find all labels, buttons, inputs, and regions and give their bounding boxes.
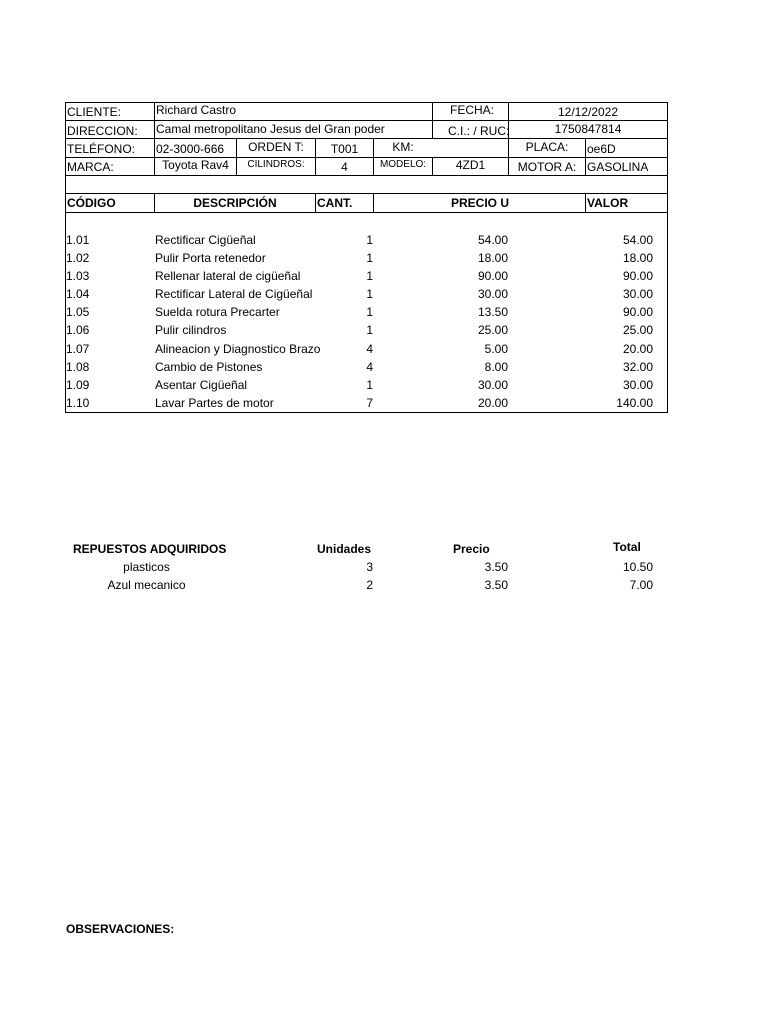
row-precio: 30.00	[477, 378, 508, 392]
col-header-cant: CANT.	[317, 196, 353, 210]
row-descripcion: Lavar Partes de motor	[155, 396, 274, 410]
row-descripcion: Alineacion y Diagnostico Brazo	[155, 342, 321, 356]
row-valor: 54.00	[622, 233, 653, 247]
row-cant: 1	[366, 251, 373, 265]
fecha-label: FECHA:	[450, 103, 495, 117]
modelo-value: 4ZD1	[455, 158, 486, 172]
repuesto-precio: 3.50	[484, 560, 508, 574]
col-header-valor: VALOR	[587, 196, 629, 210]
col-header-codigo: CÓDIGO	[67, 196, 116, 210]
row-codigo: 1.08	[66, 360, 90, 374]
row-precio: 25.00	[477, 323, 508, 337]
motor-value: GASOLINA	[587, 160, 649, 174]
telefono-value: 02-3000-666	[156, 142, 225, 156]
row-codigo: 1.10	[66, 396, 90, 410]
observaciones-label: OBSERVACIONES:	[66, 922, 175, 936]
row-precio: 20.00	[477, 396, 508, 410]
row-valor: 90.00	[622, 305, 653, 319]
row-cant: 7	[366, 396, 373, 410]
repuestos-header-unidades: Unidades	[317, 542, 372, 556]
row-valor: 30.00	[622, 287, 653, 301]
row-cant: 4	[366, 360, 373, 374]
ci-ruc-label: C.I.: / RUC:	[448, 124, 510, 138]
direccion-value: Camal metropolitano Jesus del Gran poder	[156, 122, 385, 136]
row-precio: 13.50	[477, 305, 508, 319]
col-header-descripcion: DESCRIPCIÓN	[193, 196, 277, 210]
row-codigo: 1.02	[66, 251, 90, 265]
orden-label: ORDEN T:	[248, 140, 304, 154]
row-valor: 25.00	[622, 323, 653, 337]
cliente-value: Richard Castro	[156, 103, 237, 117]
repuesto-unidades: 2	[366, 578, 373, 592]
repuesto-total: 7.00	[629, 578, 653, 592]
row-descripcion: Rectificar Lateral de Cigüeñal	[155, 287, 313, 301]
row-precio: 30.00	[477, 287, 508, 301]
row-codigo: 1.09	[66, 378, 90, 392]
row-descripcion: Asentar Cigüeñal	[155, 378, 248, 392]
fecha-value: 12/12/2022	[557, 105, 619, 119]
marca-value: Toyota Rav4	[162, 158, 229, 172]
repuestos-header-total: Total	[613, 540, 641, 554]
ci-ruc-value: 1750847814	[554, 122, 622, 136]
row-codigo: 1.01	[66, 233, 90, 247]
repuesto-total: 10.50	[622, 560, 653, 574]
row-valor: 20.00	[622, 342, 653, 356]
direccion-label: DIRECCION:	[67, 124, 138, 138]
row-descripcion: Pulir Porta retenedor	[155, 251, 266, 265]
col-header-precio: PRECIO U	[451, 196, 510, 210]
row-precio: 18.00	[477, 251, 508, 265]
row-precio: 5.00	[484, 342, 508, 356]
cliente-label: CLIENTE:	[67, 105, 122, 119]
placa-label: PLACA:	[525, 140, 569, 154]
cilindros-value: 4	[341, 160, 348, 174]
row-valor: 18.00	[622, 251, 653, 265]
row-valor: 140.00	[616, 396, 653, 410]
marca-label: MARCA:	[67, 160, 114, 174]
row-cant: 1	[366, 269, 373, 283]
row-descripcion: Rectificar Cigüeñal	[155, 233, 256, 247]
motor-label: MOTOR A:	[517, 160, 577, 174]
row-valor: 30.00	[622, 378, 653, 392]
row-descripcion: Cambio de Pistones	[155, 360, 263, 374]
row-codigo: 1.03	[66, 269, 90, 283]
placa-value: oe6D	[587, 142, 616, 156]
repuesto-nombre: Azul mecanico	[107, 578, 186, 592]
row-valor: 32.00	[622, 360, 653, 374]
row-codigo: 1.04	[66, 287, 90, 301]
row-precio: 90.00	[477, 269, 508, 283]
row-precio: 8.00	[484, 360, 508, 374]
row-cant: 1	[366, 378, 373, 392]
row-descripcion: Suelda rotura Precarter	[155, 305, 280, 319]
km-label: KM:	[392, 140, 414, 154]
row-cant: 1	[366, 233, 373, 247]
repuestos-header-precio: Precio	[453, 542, 490, 556]
row-descripcion: Rellenar lateral de cigüeñal	[155, 269, 301, 283]
repuesto-nombre: plasticos	[123, 560, 170, 574]
repuestos-header-nombre: REPUESTOS ADQUIRIDOS	[73, 542, 227, 556]
repuesto-unidades: 3	[366, 560, 373, 574]
row-codigo: 1.07	[66, 342, 90, 356]
row-precio: 54.00	[477, 233, 508, 247]
row-descripcion: Pulir cilindros	[155, 323, 227, 337]
modelo-label: MODELO:	[379, 159, 427, 170]
row-codigo: 1.05	[66, 305, 90, 319]
telefono-label: TELÉFONO:	[67, 142, 136, 156]
orden-value: T001	[330, 142, 359, 156]
row-cant: 1	[366, 287, 373, 301]
row-valor: 90.00	[622, 269, 653, 283]
repuesto-precio: 3.50	[484, 578, 508, 592]
row-codigo: 1.06	[66, 323, 90, 337]
row-cant: 1	[366, 305, 373, 319]
row-cant: 4	[366, 342, 373, 356]
row-cant: 1	[366, 323, 373, 337]
cilindros-label: CILINDROS:	[247, 159, 305, 170]
